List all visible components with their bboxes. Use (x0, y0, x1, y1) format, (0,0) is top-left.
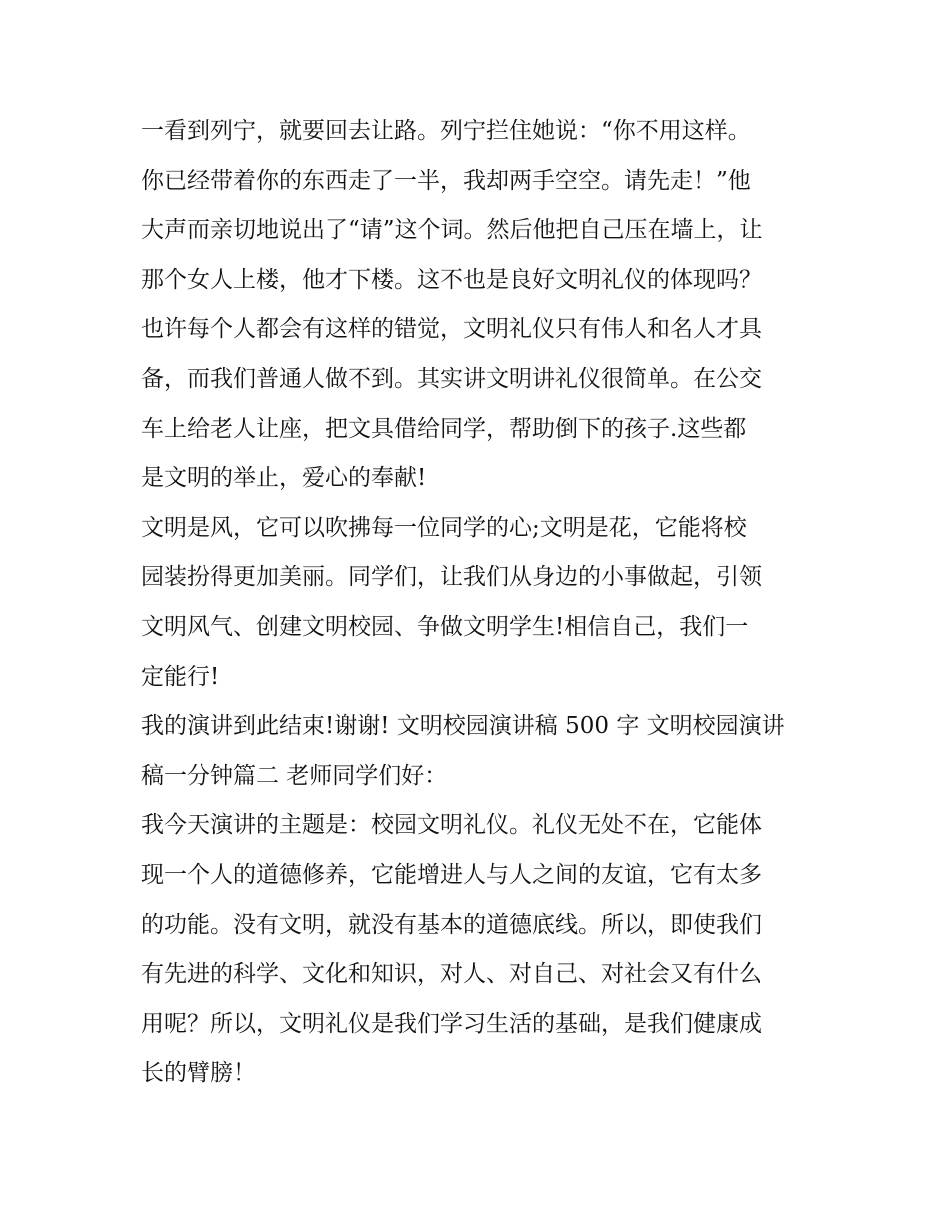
paragraph-speech-end: 我的演讲到此结束!谢谢! 文明校园演讲稿 500 字 文明校园演讲 稿一分钟篇二 老师同学们好： (141, 713, 785, 789)
paragraph-speech-theme: 我今天演讲的主题是：校园文明礼仪。礼仪无处不在，它能体 现一个人的道德修养，它能增进人与人之间的友谊，它有太多 的功能。没有文明，就没有基本的道德底线。所以，即使我们 有先进的科学、文化和知识，对人、对自己、对社会又有什么 用呢？所以，文明礼仪是我们学习生活的基础，是我们健康成 长的臂膀！ (141, 812, 762, 1087)
document-body (141, 107, 813, 1099)
paragraph-civilization-wind: 文明是风，它可以吹拂每一位同学的心;文明是花，它能将校 园装扮得更加美丽。同学们，让我们从身边的小事做起，引领 文明风气、创建文明校园、争做文明学生!相信自己，我们一 定能行! (141, 514, 762, 690)
paragraph-lenin-story: 一看到列宁，就要回去让路。列宁拦住她说：“你不用这样。 你已经带着你的东西走了一半，我却两手空空。请先走！”他 大声而亲切地说出了“请”这个词。然后他把自己压在墙上，让 那个女人上楼，他才下楼。这不也是良好文明礼仪的体现吗？ 也许每个人都会有这样的错觉，文明礼仪只有伟人和名人才具 备，而我们普通人做不到。其实讲文明讲礼仪很简单。在公交 车上给老人让座，把文具借给同学，帮助倒下的孩子.这些都 是文明的举止，爱心的奉献! (141, 118, 763, 492)
